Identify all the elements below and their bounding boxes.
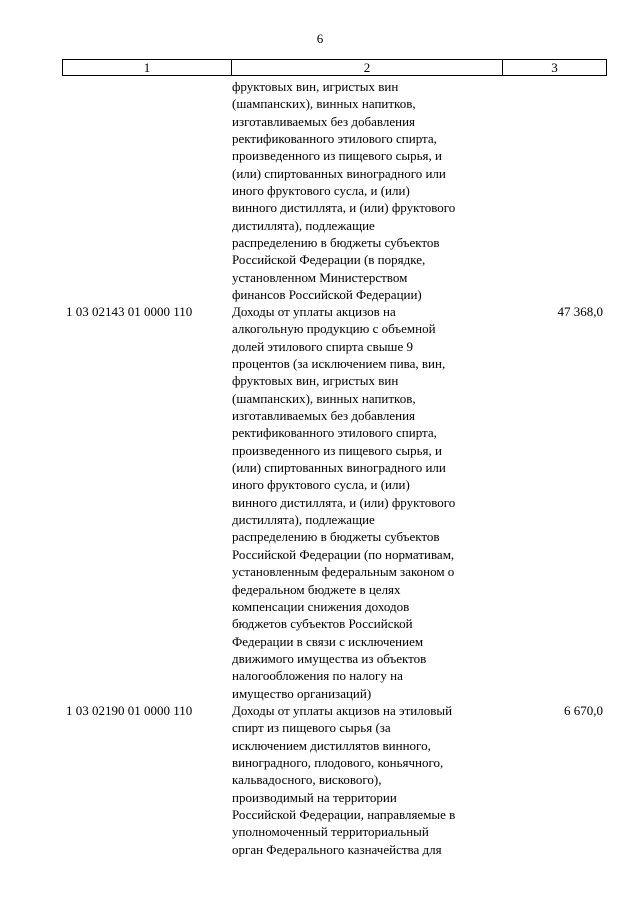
revenue-table xyxy=(62,59,607,76)
description-line: (или) спиртованных виноградного или xyxy=(232,165,446,181)
description-line: изготавливаемых без добавления xyxy=(232,113,416,129)
revenue-amount: 6 670,0 xyxy=(564,703,603,718)
description-line: алкогольную продукцию с объемной xyxy=(232,321,436,337)
description-line: имущество организаций) xyxy=(232,685,372,701)
description-line: финансов Российской Федерации) xyxy=(232,287,422,303)
description-line: Российской Федерации, направляемые в xyxy=(232,807,456,823)
continued-description xyxy=(232,78,504,303)
table-header-row xyxy=(62,59,607,76)
description-line: долей этилового спирта свыше 9 xyxy=(232,338,413,354)
column-header-2: 2 xyxy=(232,60,503,75)
description-line: дистиллята), подлежащие xyxy=(232,217,375,233)
description-line: распределению в бюджеты субъектов xyxy=(232,529,440,545)
description-line: Российской Федерации (в порядке, xyxy=(232,252,426,268)
revenue-code: 1 03 02143 01 0000 110 xyxy=(66,304,193,319)
description-line: Доходы от уплаты акцизов на этиловый xyxy=(232,703,453,718)
description-line: ректификованного этилового спирта, xyxy=(232,425,437,441)
description-line: установленном Министерством xyxy=(232,269,408,285)
description-line: процентов (за исключением пива, вин, xyxy=(232,356,446,372)
description-line: орган Федерального казначейства для xyxy=(232,841,442,857)
revenue-description xyxy=(232,702,504,858)
description-line: винного дистиллята, и (или) фруктового xyxy=(232,494,456,510)
description-line: произведенного из пищевого сырья, и xyxy=(232,442,442,458)
description-line: распределению в бюджеты субъектов xyxy=(232,235,440,251)
description-line: винного дистиллята, и (или) фруктового xyxy=(232,200,456,216)
description-line: Российской Федерации (по нормативам, xyxy=(232,546,455,562)
description-line: (шампанских), винных напитков, xyxy=(232,96,416,112)
column-header-1: 1 xyxy=(63,60,232,75)
description-line: дистиллята), подлежащие xyxy=(232,512,375,528)
description-line: бюджетов субъектов Российской xyxy=(232,616,413,632)
column-header-3: 3 xyxy=(551,60,558,75)
description-line: иного фруктового сусла, и (или) xyxy=(232,477,410,493)
description-line: компенсации снижения доходов xyxy=(232,598,410,614)
description-line: движимого имущества из объектов xyxy=(232,650,427,666)
description-line: произведенного из пищевого сырья, и xyxy=(232,148,442,164)
description-line: установленным федеральным законом о xyxy=(232,564,455,580)
description-line: Федерации в связи с исключением xyxy=(232,633,424,649)
description-line: федеральном бюджете в целях xyxy=(232,581,401,597)
revenue-description xyxy=(232,303,504,702)
description-line: (шампанских), винных напитков, xyxy=(232,390,416,406)
description-line: налогообложения по налогу на xyxy=(232,668,403,684)
revenue-amount: 47 368,0 xyxy=(557,304,603,319)
description-line: производимый на территории xyxy=(232,789,397,805)
description-line: фруктовых вин, игристых вин xyxy=(232,373,399,389)
description-line: ректификованного этилового спирта, xyxy=(232,131,437,147)
description-line: спирт из пищевого сырья (за xyxy=(232,720,391,736)
description-line: изготавливаемых без добавления xyxy=(232,408,416,424)
description-line: кальвадосного, вискового), xyxy=(232,772,382,788)
description-line: исключением дистиллятов винного, xyxy=(232,737,431,753)
page-number: 6 xyxy=(316,31,324,46)
description-line: фруктовых вин, игристых вин xyxy=(232,79,399,94)
description-line: иного фруктового сусла, и (или) xyxy=(232,183,410,199)
description-line: (или) спиртованных виноградного или xyxy=(232,460,446,476)
description-line: уполномоченный территориальный xyxy=(232,824,429,840)
description-line: Доходы от уплаты акцизов на xyxy=(232,304,396,319)
revenue-code: 1 03 02190 01 0000 110 xyxy=(66,703,193,718)
description-line: виноградного, плодового, коньячного, xyxy=(232,755,444,771)
